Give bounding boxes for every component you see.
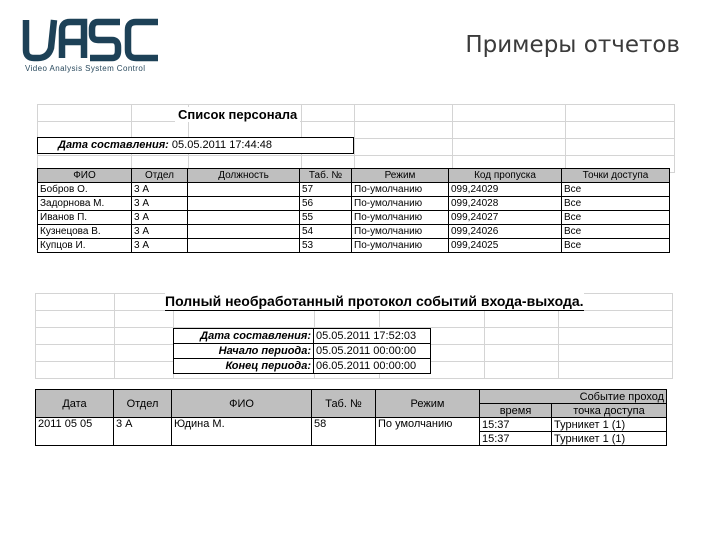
cell-dept: 3 А (132, 183, 188, 197)
col-time: время (480, 404, 552, 418)
cell-mode: По умолчанию (376, 418, 480, 446)
meta-label: Начало периода: (174, 344, 314, 359)
cell-time: 15:37 (480, 432, 552, 446)
meta-label: Конец периода: (174, 359, 314, 374)
cell-pass-code: 099,24025 (449, 239, 562, 253)
col-access-points: Точки доступа (562, 169, 670, 183)
meta-value: 05.05.2011 17:52:03 (314, 329, 431, 344)
col-fio: ФИО (172, 390, 312, 418)
cell-position (188, 239, 300, 253)
logo-subtitle: Video Analysis System Control (25, 64, 146, 73)
meta-label: Дата составления: (174, 329, 314, 344)
logo-letter-a (62, 22, 84, 58)
col-mode: Режим (352, 169, 449, 183)
cell-access-point: Турникет 1 (1) (552, 418, 667, 432)
cell-dept: 3 А (114, 418, 172, 446)
table-row (38, 239, 670, 253)
meta-value: 06.05.2011 00:00:00 (314, 359, 431, 374)
cell-fio: Задорнова М. (38, 197, 132, 211)
cell-dept: 3 А (132, 225, 188, 239)
cell-dept: 3 А (132, 211, 188, 225)
meta-row (174, 344, 431, 359)
personnel-table-header (38, 169, 670, 183)
col-fio: ФИО (38, 169, 132, 183)
table-row (38, 211, 670, 225)
personnel-table (37, 168, 670, 253)
col-tab: Таб. № (300, 169, 352, 183)
cell-fio: Иванов П. (38, 211, 132, 225)
events-report-meta (173, 328, 431, 374)
cell-fio: Кузнецова В. (38, 225, 132, 239)
cell-fio: Бобров О. (38, 183, 132, 197)
events-report-title: Полный необработанный протокол событий входа-выхода. (165, 293, 584, 309)
table-row (38, 183, 670, 197)
date-label: Дата составления: (58, 139, 169, 151)
col-pass-code: Код пропуска (449, 169, 562, 183)
cell-tab: 54 (300, 225, 352, 239)
logo-letter-v (26, 20, 54, 58)
cell-pass-code: 099,24026 (449, 225, 562, 239)
cell-mode: По-умолчанию (352, 197, 449, 211)
cell-date: 2011 05 05 (36, 418, 114, 446)
cell-time: 15:37 (480, 418, 552, 432)
col-tab: Таб. № (312, 390, 376, 418)
cell-access-points: Все (562, 197, 670, 211)
cell-mode: По-умолчанию (352, 183, 449, 197)
events-table (35, 389, 667, 446)
cell-access-points: Все (562, 183, 670, 197)
meta-value: 05.05.2011 00:00:00 (314, 344, 431, 359)
cell-mode: По-умолчанию (352, 225, 449, 239)
cell-tab: 56 (300, 197, 352, 211)
meta-row (174, 359, 431, 374)
events-table-header-1 (36, 390, 667, 404)
table-row (38, 197, 670, 211)
personnel-report-title: Список персонала (175, 107, 300, 122)
col-dept: Отдел (114, 390, 172, 418)
cell-fio: Юдина М. (172, 418, 312, 446)
cell-mode: По-умолчанию (352, 239, 449, 253)
cell-pass-code: 099,24028 (449, 197, 562, 211)
col-position: Должность (188, 169, 300, 183)
cell-pass-code: 099,24029 (449, 183, 562, 197)
cell-access-point: Турникет 1 (1) (552, 432, 667, 446)
cell-fio: Купцов И. (38, 239, 132, 253)
logo-letter-s (90, 22, 120, 58)
table-row (36, 418, 667, 432)
cell-access-points: Все (562, 211, 670, 225)
meta-row (174, 329, 431, 344)
cell-position (188, 225, 300, 239)
date-value: 05.05.2011 17:44:48 (171, 139, 273, 151)
col-event-group: Событие проход (480, 390, 667, 404)
cell-position (188, 197, 300, 211)
col-dept: Отдел (132, 169, 188, 183)
col-mode: Режим (376, 390, 480, 418)
col-date: Дата (36, 390, 114, 418)
cell-dept: 3 А (132, 239, 188, 253)
cell-pass-code: 099,24027 (449, 211, 562, 225)
logo-letter-c (128, 22, 158, 58)
cell-access-points: Все (562, 225, 670, 239)
cell-tab: 57 (300, 183, 352, 197)
cell-tab: 53 (300, 239, 352, 253)
slide-title: Примеры отчетов (465, 32, 680, 58)
cell-position (188, 183, 300, 197)
cell-mode: По-умолчанию (352, 211, 449, 225)
cell-access-points: Все (562, 239, 670, 253)
col-access-point: точка доступа (552, 404, 667, 418)
personnel-report-date (37, 137, 354, 154)
table-row (38, 225, 670, 239)
cell-dept: 3 А (132, 197, 188, 211)
cell-tab: 55 (300, 211, 352, 225)
cell-position (188, 211, 300, 225)
cell-tab: 58 (312, 418, 376, 446)
